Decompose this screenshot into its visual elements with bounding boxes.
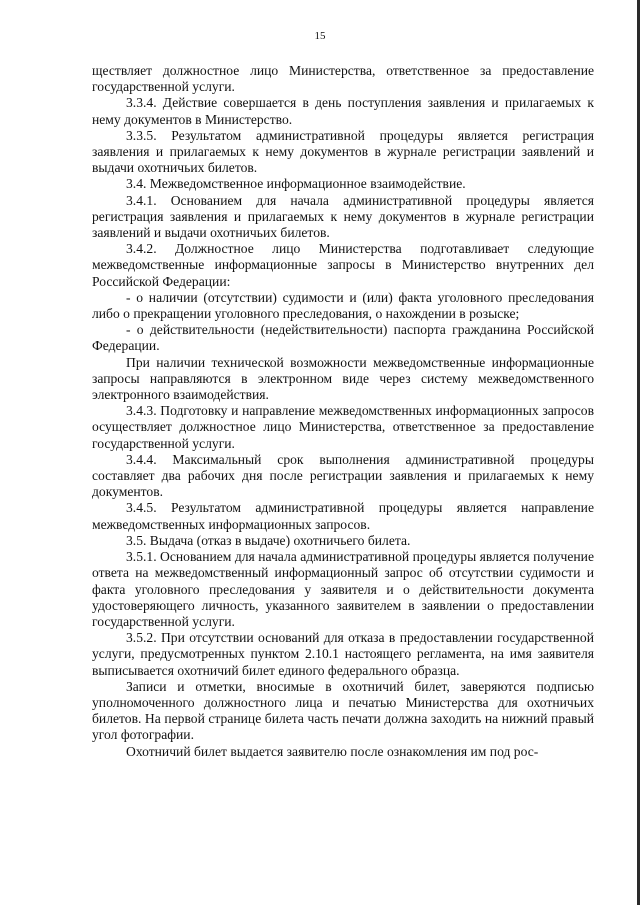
page-number: 15 xyxy=(314,30,326,42)
paragraph-ticket-issuance: Охотничий билет выдается заявителю после ознакомления им под рос- xyxy=(126,743,539,759)
paragraph-3-5-2: 3.5.2. При отсутствии оснований для отказа в предоставлении государственной услуги, предусмотренных пунктом 2.10.1 настоящего регламента, на имя заявителя выписывается охотничий билет единого федерального образца. xyxy=(92,630,594,678)
section-heading-3-4: 3.4. Межведомственное информационное взаимодействие. xyxy=(126,176,466,192)
paragraph-continuation: ществляет должностное лицо Министерства, ответственное за предоставление государственной услуги. xyxy=(92,63,594,95)
list-item-passport-validity: - о действительности (недействительности) паспорта гражданина Российской Федерации. xyxy=(92,322,594,354)
paragraph-3-5-1: 3.5.1. Основанием для начала административной процедуры является получение ответа на межведомственный информационный запрос об отсутствии судимости и факта уголовного преследования у заявителя и о действительности документа удостоверяющего личность, указанного заявителем в заявлении о предоставлении государственной услуги. xyxy=(92,549,594,629)
paragraph-electronic-requests: При наличии технической возможности межведомственные информационные запросы направляются в электронном виде через систему межведомственного электронного взаимодействия. xyxy=(92,354,594,403)
paragraph-3-3-4: 3.3.4. Действие совершается в день поступления заявления и прилагаемых к нему документов в Министерство. xyxy=(92,95,594,127)
paragraph-3-4-3: 3.4.3. Подготовку и направление межведомственных информационных запросов осуществляет должностное лицо Министерства, ответственное за предоставление государственной услуги. xyxy=(92,403,594,451)
section-heading-3-5: 3.5. Выдача (отказ в выдаче) охотничьего билета. xyxy=(126,532,411,548)
paragraph-3-4-5: 3.4.5. Результатом административной процедуры является направление межведомственных информационных запросов. xyxy=(92,500,594,532)
paragraph-3-4-2: 3.4.2. Должностное лицо Министерства подготавливает следующие межведомственные информационные запросы в Министерство внутренних дел Российской Федерации: xyxy=(92,241,594,289)
paragraph-3-3-5: 3.3.5. Результатом административной процедуры является регистрация заявления и прилагаемых к нему документов в журнале регистрации заявлений и выдачи охотничьих билетов. xyxy=(92,127,594,176)
paragraph-3-4-1: 3.4.1. Основанием для начала административной процедуры является регистрация заявления и прилагаемых к нему документов в журнале регистрации заявлений и выдачи охотничьих билетов. xyxy=(92,192,594,241)
paragraph-records-and-stamps: Записи и отметки, вносимые в охотничий билет, заверяются подписью уполномоченного должностного лица и печатью Министерства для охотничьих билетов. На первой странице билета часть печати должна заходить на нижний правый угол фотографии. xyxy=(92,678,594,743)
paragraph-3-4-4: 3.4.4. Максимальный срок выполнения административной процедуры составляет два рабочих дня после регистрации заявления и прилагаемых к нему документов. xyxy=(92,451,594,500)
document-body xyxy=(92,63,594,760)
list-item-criminal-record: - о наличии (отсутствии) судимости и (или) факта уголовного преследования либо о прекращении уголовного преследования, о нахождении в розыске; xyxy=(92,289,594,322)
